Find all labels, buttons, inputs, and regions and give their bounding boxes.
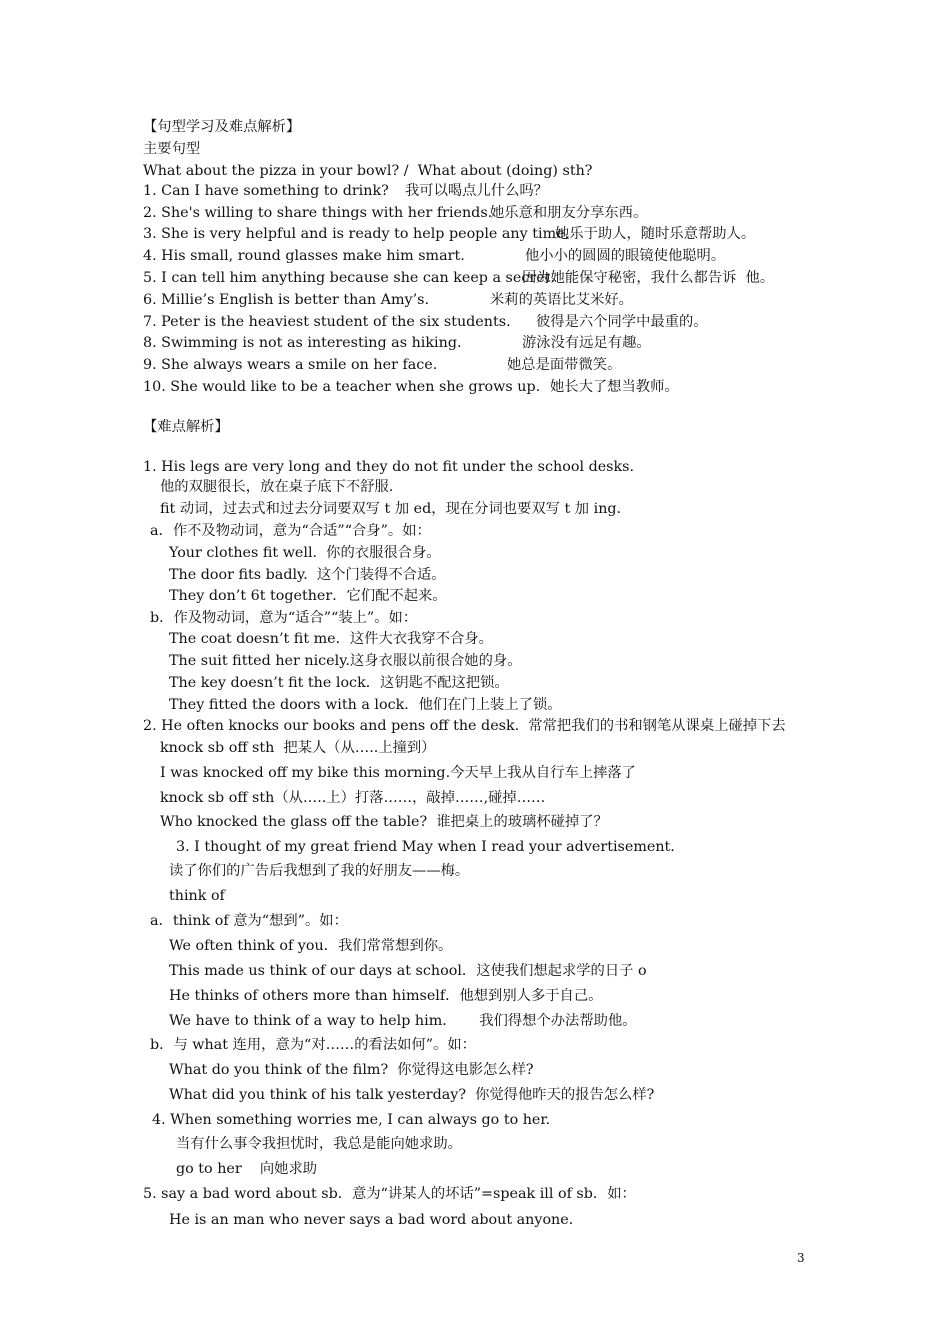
note-line: The door fits badly. 这个门装得不合适。 [169,567,446,583]
sentence-en: 9. She always wears a smile on her face. [143,357,438,373]
sentence-zh: 他小小的圆圆的眼镜使他聪明。 [525,248,726,264]
note-line: a．think of 意为“想到”。如： [150,913,348,929]
sentence-zh: 游泳没有远足有趣。 [522,335,651,351]
note-line: 3. I thought of my great friend May when I read your advertisement. [176,839,675,855]
note-line: b．与 what 连用，意为“对……的看法如何”。如： [150,1037,476,1053]
note-line: What do you think of the film? 你觉得这电影怎么样? [169,1062,534,1078]
sentence-zh: 她乐于助人，随时乐意帮助人。 [555,226,756,242]
sentence-en: 7. Peter is the heaviest student of the six students. [143,314,511,330]
note-line: 4. When something worries me, I can always go to her. [152,1112,551,1128]
note-line: knock sb off sth（从…..上）打落……，敲掉……,碰掉…… [160,790,546,806]
note-line: We often think of you．我们常常想到你。 [169,938,453,954]
note-line: The coat doesn’t fit me．这件大衣我穿不合身。 [169,631,493,647]
note-line: knock sb off sth 把某人（从…..上撞到） [160,740,436,756]
page-number: 3 [797,1251,805,1265]
note-line: think of [169,888,225,904]
sentence-zh: 她长大了想当教师。 [550,379,679,395]
note-line: I was knocked off my bike this morning.今天早上我从自行车上摔落了 [160,765,636,781]
note-line: Who knocked the glass off the table? 谁把桌上的玻璃杯碰掉了？ [160,814,608,830]
section-heading-sentences: 【句型学习及难点解析】 [143,119,301,135]
sentence-en: 1. Can I have something to drink? [143,183,389,199]
note-line: They don’t 6t together．它们配不起来。 [169,588,447,604]
note-line: Your clothes fit well. 你的衣服很合身。 [169,545,441,561]
sentence-en: 4. His small, round glasses make him smart. [143,248,465,264]
note-line: 1. His legs are very long and they do not fit under the school desks. [143,459,635,475]
note-line: What did you think of his talk yesterday? 你觉得他昨天的报告怎么样? [169,1087,655,1103]
note-line: We have to think of a way to help him． 我们得想个办法帮助他。 [169,1013,637,1029]
note-line: 5. say a bad word about sb．意为“讲某人的坏话”=speak ill of sb．如： [143,1186,636,1202]
sentence-zh: 因为她能保守秘密，我什么都告诉 他。 [522,270,775,286]
note-line: He thinks of others more than himself．他想到别人多于自己。 [169,988,603,1004]
sentence-zh: 米莉的英语比艾米好。 [490,292,633,308]
note-line: The key doesn’t fit the lock．这钥匙不配这把锁。 [169,675,509,691]
note-line: 他的双腿很长，放在桌子底下不舒服. [160,479,394,495]
note-line: fit 动词，过去式和过去分词要双写 t 加 ed，现在分词也要双写 t 加 ing. [160,501,622,517]
what-about-line: What about the pizza in your bowl? / What about (doing) sth? [143,163,593,179]
subheading-main-sentences: 主要句型 [143,141,201,157]
section-heading-difficulties: 【难点解析】 [143,419,229,435]
sentence-en: 3. She is very helpful and is ready to help people any time. [143,226,570,242]
sentence-en: 6. Millie’s English is better than Amy’s. [143,292,430,308]
sentence-en: 2. She's willing to share things with her friends. [143,205,493,221]
sentence-en: 8. Swimming is not as interesting as hiking. [143,335,462,351]
note-line: go to her 向她求助 [176,1161,318,1177]
note-line: a．作不及物动词，意为“合适”“合身”。如： [150,523,431,539]
note-line: 当有什么事令我担忧时，我总是能向她求助。 [176,1136,462,1152]
note-line: The suit fitted her nicely.这身衣服以前很合她的身。 [169,653,522,669]
note-line: This made us think of our days at school．这使我们想起求学的日子 o [169,963,647,979]
note-line: 2. He often knocks our books and pens off the desk. 常常把我们的书和钢笔从课桌上碰掉下去 [143,718,786,734]
sentence-en: 10. She would like to be a teacher when she grows up. [143,379,541,395]
sentence-zh: 彼得是六个同学中最重的。 [536,314,708,330]
sentence-zh: 她总是面带微笑。 [507,357,622,373]
sentence-zh: 她乐意和朋友分享东西。 [490,205,648,221]
sentence-en: 5. I can tell him anything because she can keep a secret. [143,270,555,286]
note-line: b．作及物动词，意为“适合”“装上”。如： [150,610,418,626]
note-line: He is an man who never says a bad word about anyone． [169,1212,584,1228]
sentence-zh: 我可以喝点儿什么吗？ [405,183,548,199]
note-line: 读了你们的广告后我想到了我的好朋友——梅。 [169,863,470,879]
note-line: They fitted the doors with a lock．他们在门上装上了锁。 [169,697,562,713]
